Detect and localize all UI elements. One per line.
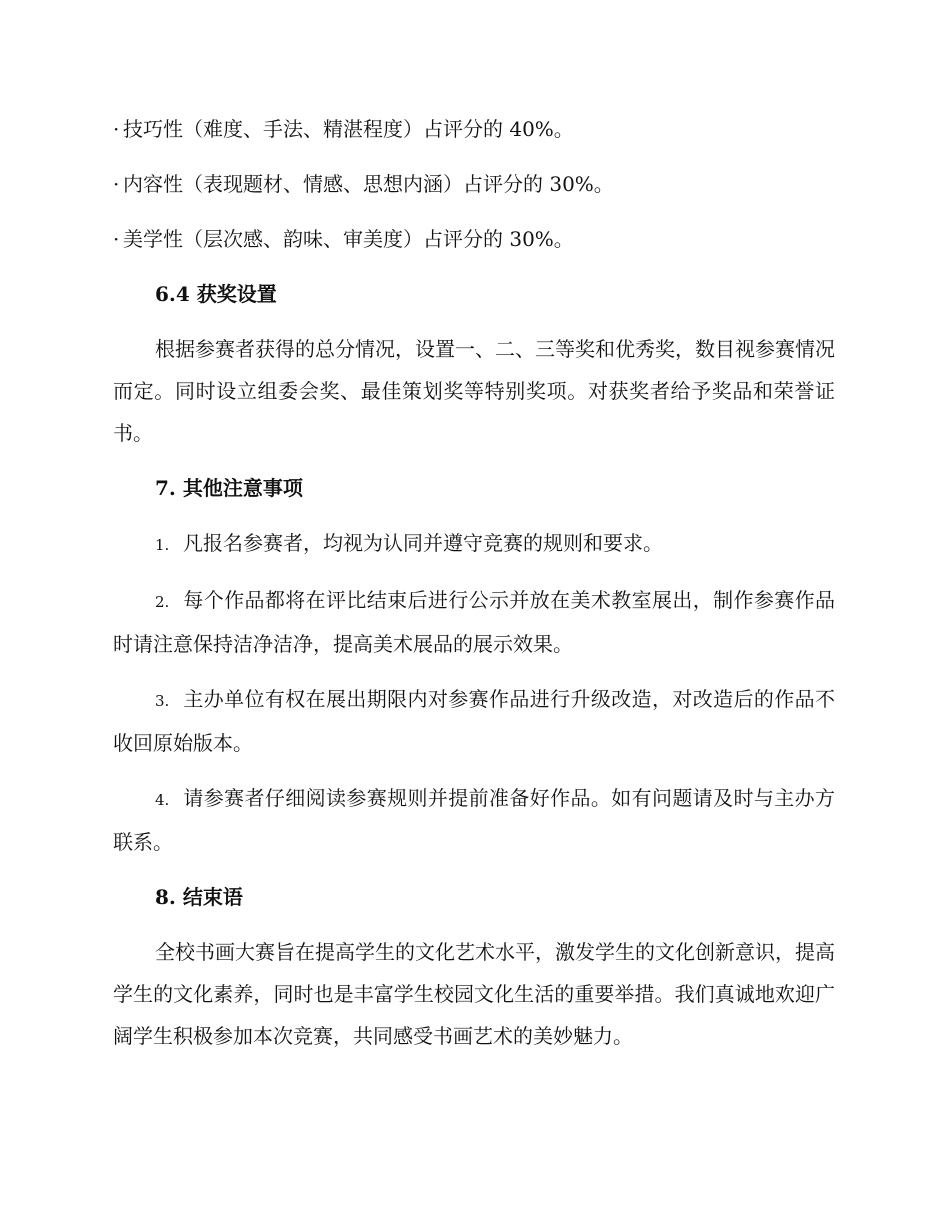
item-text: 每个作品都将在评比结束后进行公示并放在美术教室展出，制作参赛作品时请注意保持洁净洁净，提高美术展品的展示效果。 [113, 588, 835, 656]
item-number: 4. [155, 791, 170, 809]
bullet-text: 技巧性（难度、手法、精湛程度）占评分的 40%。 [123, 117, 574, 141]
bullet-dot: · [113, 117, 120, 141]
section-heading-8: 8. 结束语 [155, 885, 243, 909]
numbered-item [113, 579, 835, 665]
bullet-item [113, 108, 835, 150]
document-body [113, 108, 835, 1070]
bullet-item [113, 163, 835, 205]
numbered-item [113, 678, 835, 764]
bullet-text: 内容性（表现题材、情感、思想内涵）占评分的 30%。 [123, 172, 614, 196]
bullet-item [113, 218, 835, 260]
item-number: 1. [155, 536, 170, 554]
bullet-text: 美学性（层次感、韵味、审美度）占评分的 30%。 [123, 227, 574, 251]
item-number: 3. [155, 692, 170, 710]
bullet-dot: · [113, 172, 120, 196]
section-6-4-paragraph: 根据参赛者获得的总分情况，设置一、二、三等奖和优秀奖，数目视参赛情况而定。同时设立组委会奖、最佳策划奖等特别奖项。对获奖者给予奖品和荣誉证书。 [113, 337, 835, 445]
item-text: 请参赛者仔细阅读参赛规则并提前准备好作品。如有问题请及时与主办方联系。 [113, 786, 835, 854]
section-heading-6-4: 6.4 获奖设置 [155, 282, 277, 306]
numbered-item [113, 522, 835, 566]
item-text: 凡报名参赛者，均视为认同并遵守竞赛的规则和要求。 [183, 531, 663, 555]
section-8-paragraph: 全校书画大赛旨在提高学生的文化艺术水平，激发学生的文化创新意识，提高学生的文化素养，同时也是丰富学生校园文化生活的重要举措。我们真诚地欢迎广阔学生积极参加本次竞赛，共同感受书画艺术的美妙魅力。 [113, 940, 835, 1048]
section-heading-7: 7. 其他注意事项 [155, 476, 303, 500]
bullet-dot: · [113, 227, 120, 251]
item-number: 2. [155, 593, 170, 611]
item-text: 主办单位有权在展出期限内对参赛作品进行升级改造，对改造后的作品不收回原始版本。 [113, 687, 835, 755]
numbered-item [113, 777, 835, 863]
